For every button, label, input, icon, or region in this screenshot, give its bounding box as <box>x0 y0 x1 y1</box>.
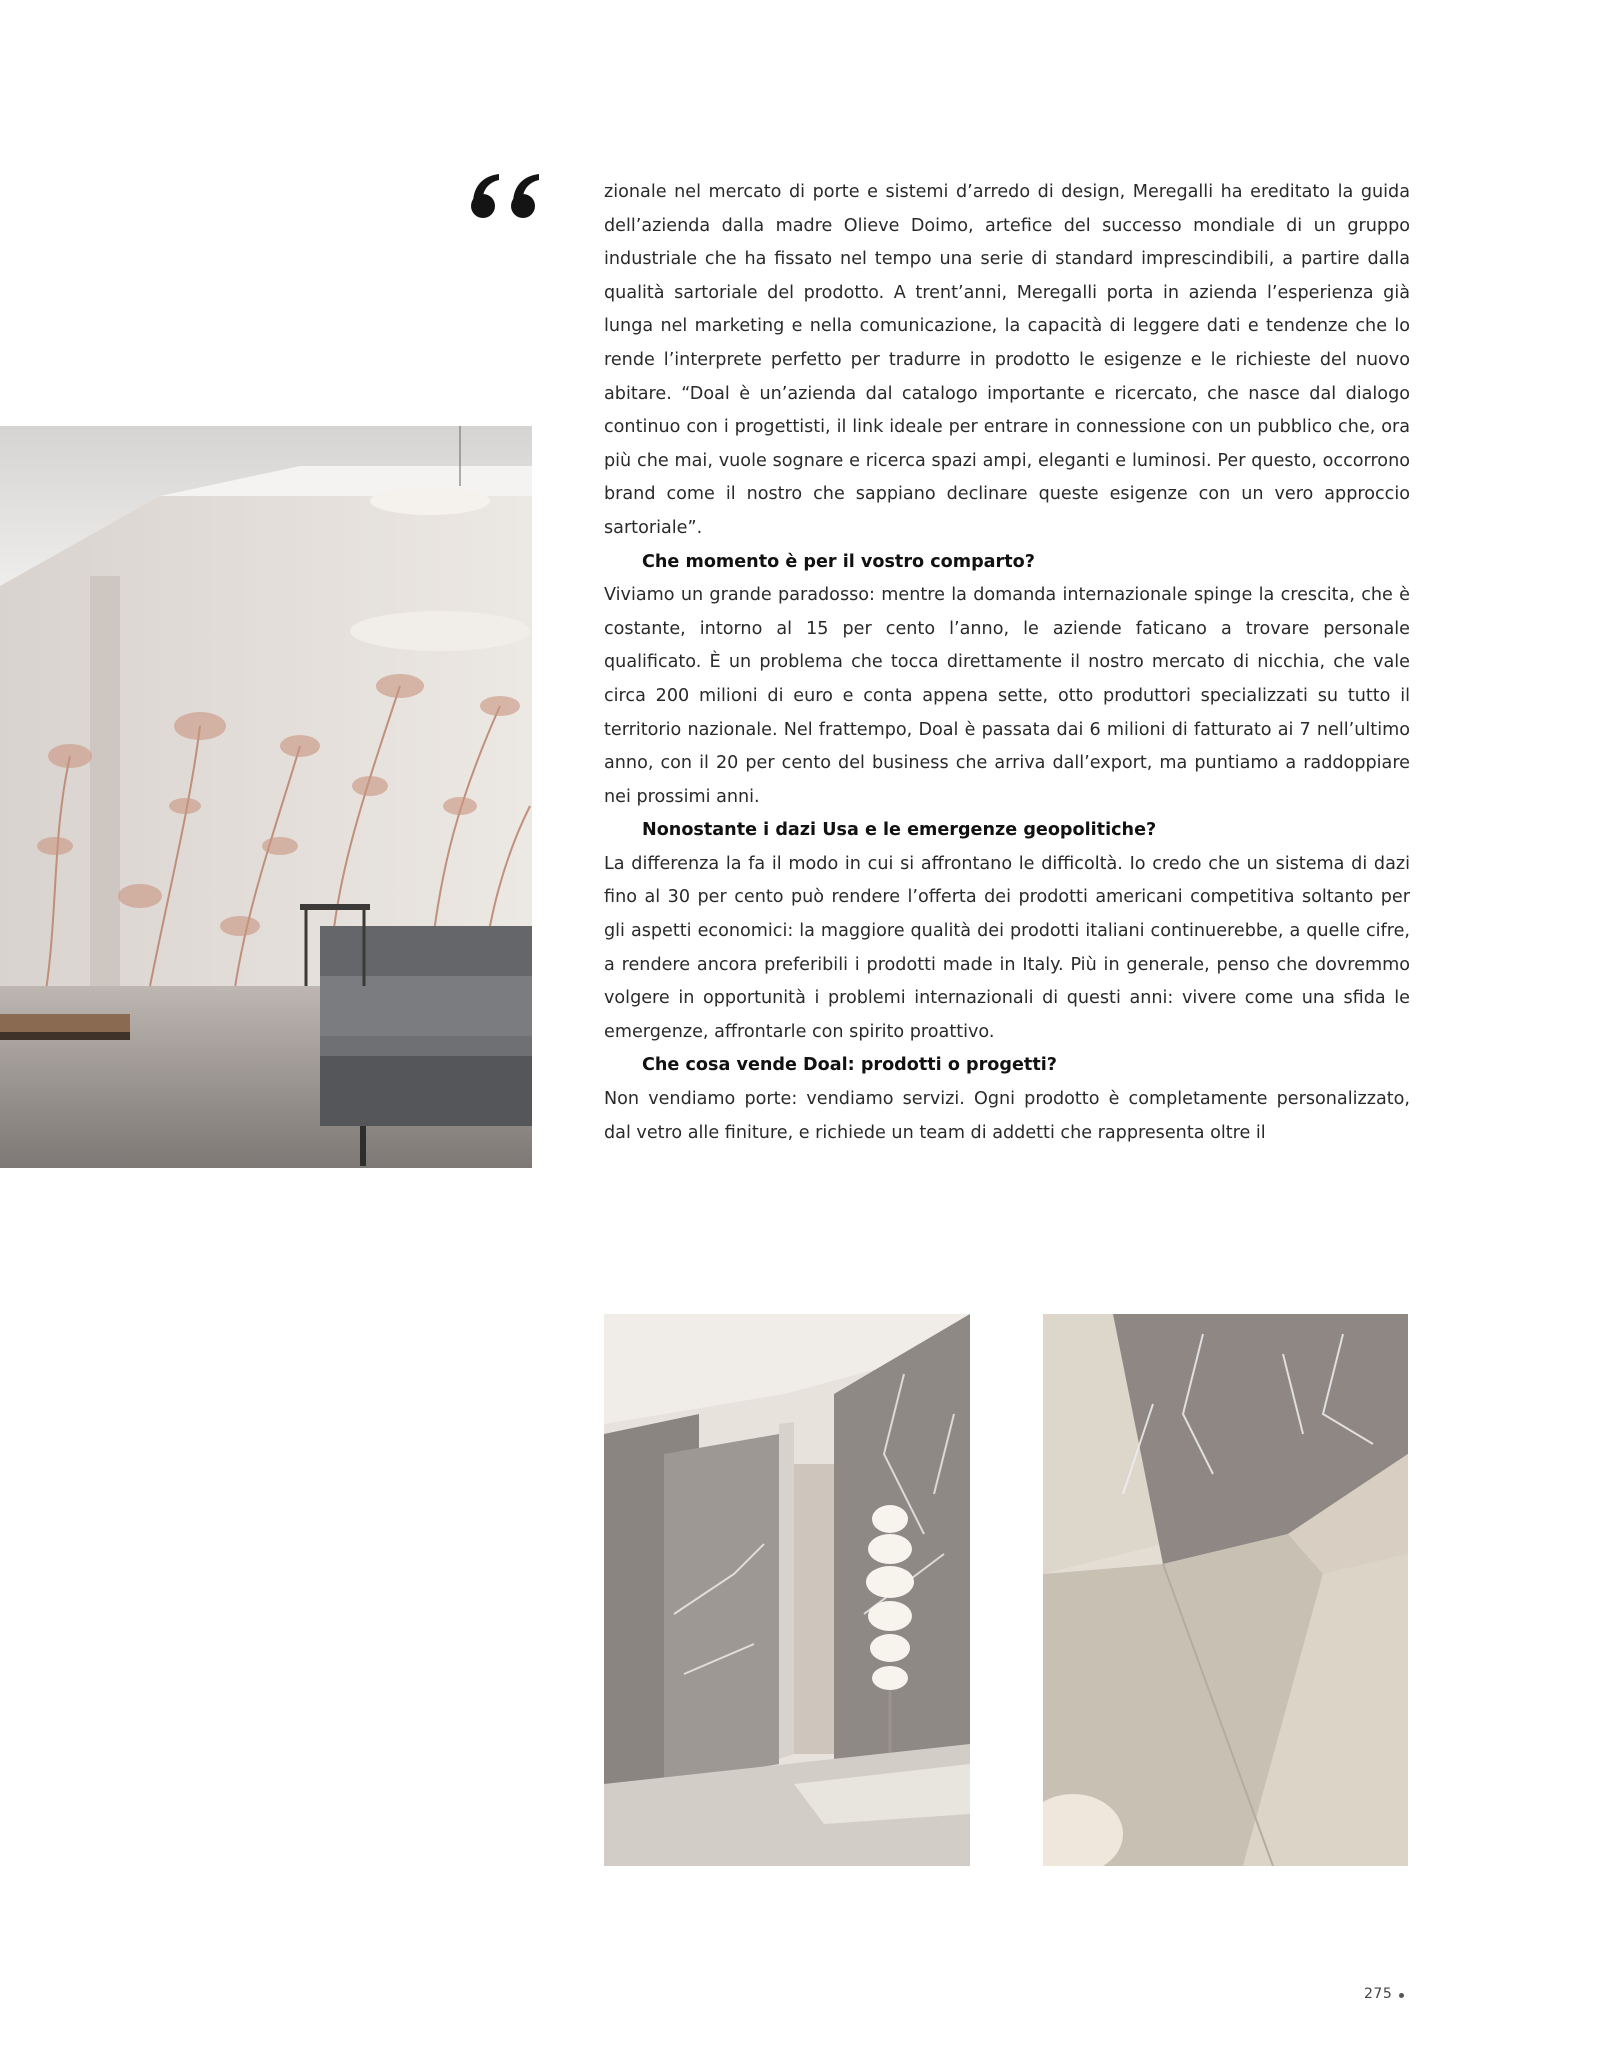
article-body <box>604 176 1410 1150</box>
question-heading: Che cosa vende Doal: prodotti o progetti? <box>642 1055 1057 1076</box>
answer-paragraph: Viviamo un grande paradosso: mentre la domanda internazionale spinge la crescita, che è costante, intorno al 15 per cento l’anno, le aziende faticano a trovare personale qualificato. È un problema che tocca direttamente il nostro mercato di nicchia, che vale circa 200 milioni di euro e conta appena sette, otto produttori specializzati su tutto il territorio nazionale. Nel frattempo, Doal è passata dai 6 milioni di fatturato ai 7 nell’ultimo anno, con il 20 per cento del business che arriva dall’export, ma puntiamo a raddoppiare nei prossimi anni. <box>604 585 1410 807</box>
page-number-dot <box>1399 1993 1404 1998</box>
question-heading: Nonostante i dazi Usa e le emergenze geopolitiche? <box>642 820 1157 841</box>
answer-paragraph: Non vendiamo porte: vendiamo servizi. Ogni prodotto è completamente personalizzato, dal vetro alle finiture, e richiede un team di addetti che rappresenta oltre il <box>604 1089 1410 1143</box>
intro-paragraph: zionale nel mercato di porte e sistemi d’arredo di design, Meregalli ha ereditato la guida dell’azienda dalla madre Olieve Doimo, artefice del successo mondiale di un gruppo industriale che ha fissato nel tempo una serie di standard imprescindibili, a partire dalla qualità sartoriale del prodotto. A trent’anni, Meregalli porta in azienda l’esperienza già lunga nel marketing e nella comunicazione, la capacità di leggere dati e tendenze che lo rende l’interprete perfetto per tradurre in prodotto le esigenze e le richieste del nuovo abitare. “Doal è un’azienda dal catalogo importante e ricercato, che nasce dal dialogo continuo con i progettisti, il link ideale per entrare in connessione con un pubblico che, ora più che mai, vuole sognare e ricerca spazi ampi, eleganti e luminosi. Per questo, occorrono brand come il nostro che sappiano declinare queste esigenze con un vero approccio sartoriale”. <box>604 182 1410 538</box>
answer-paragraph: La differenza la fa il modo in cui si affrontano le difficoltà. Io credo che un sistema di dazi fino al 30 per cento può rendere l’offerta dei prodotti americani competitiva soltanto per gli aspetti economici: la maggiore qualità dei prodotti italiani continuerebbe, a quelle cifre, a rendere ancora preferibili i prodotti made in Italy. Più in generale, penso che dovremmo volgere in opportunità i problemi internazionali di questi anni: vivere come una sfida le emergenze, affrontarle con spirito proattivo. <box>604 853 1410 1042</box>
marble-door-photo <box>604 1314 970 1866</box>
living-room-photo <box>0 426 532 1168</box>
marble-door-detail-photo <box>1043 1314 1408 1866</box>
question-heading: Che momento è per il vostro comparto? <box>642 551 1035 572</box>
page-number: 275 <box>1364 1986 1393 2002</box>
quote-mark-icon <box>465 168 545 228</box>
